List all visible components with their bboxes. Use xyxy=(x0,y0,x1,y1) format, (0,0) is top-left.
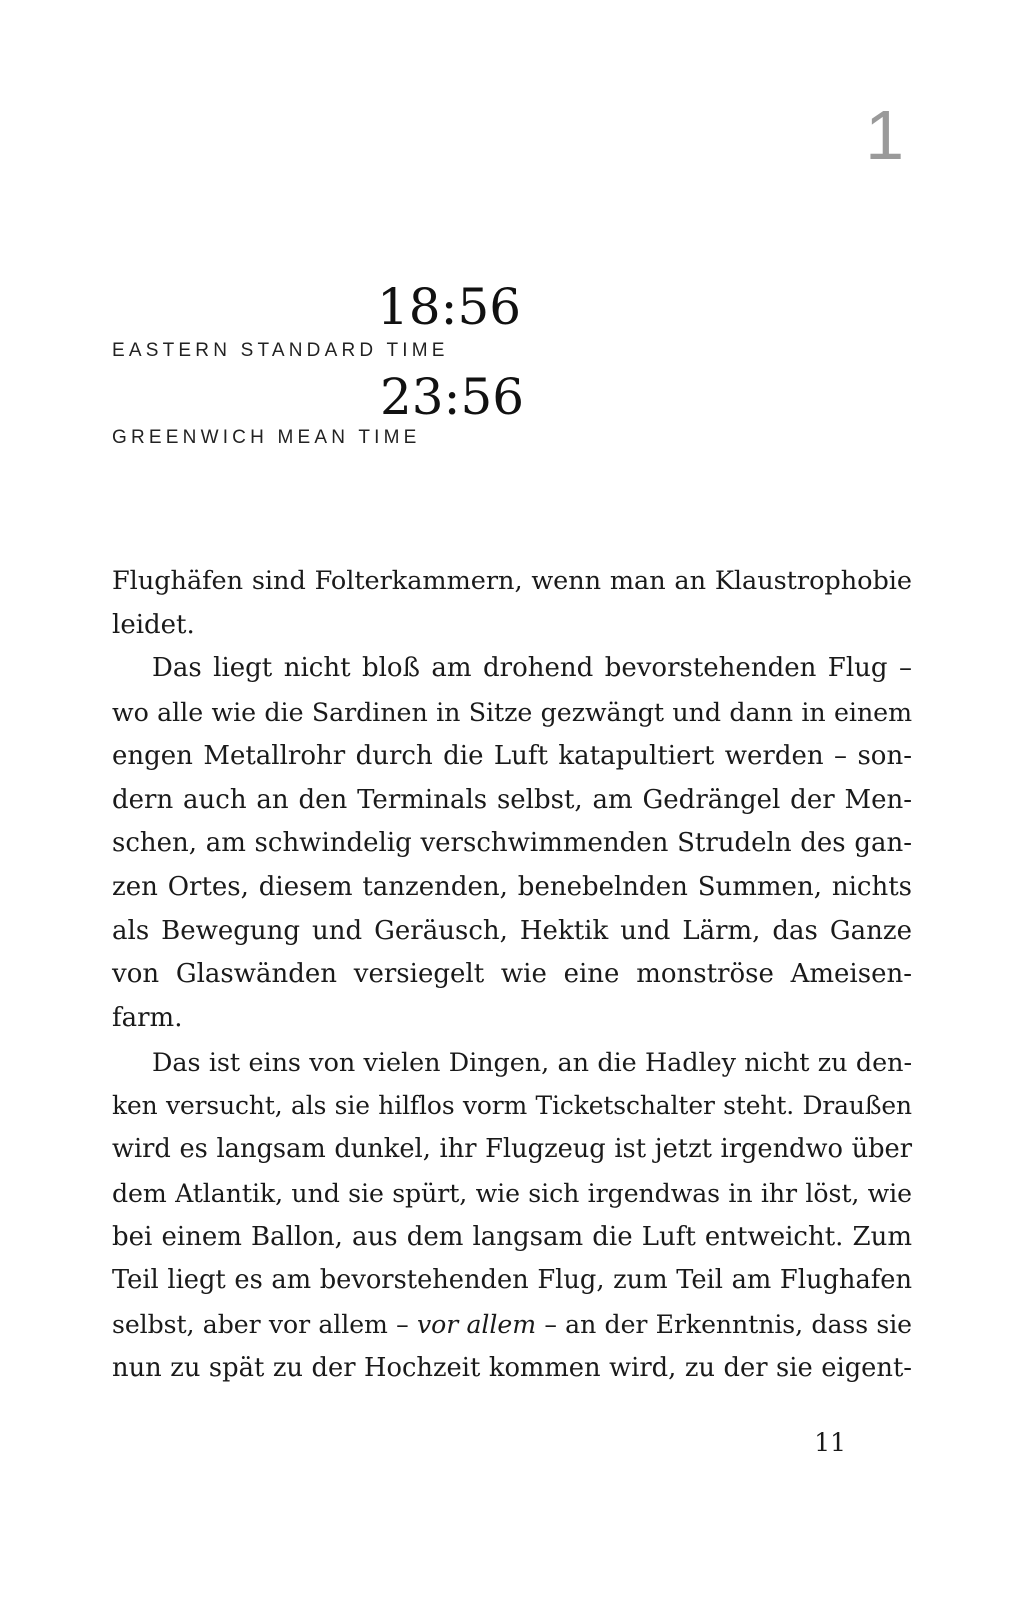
text-line: leidet. xyxy=(112,609,195,640)
text-segment: – an der Erkenntnis, dass sie xyxy=(535,1309,913,1339)
time-value-est: 18:56 xyxy=(377,278,522,336)
text-line: Das liegt nicht bloß am drohend bevorstehenden Flug – xyxy=(152,653,912,684)
text-line: engen Metallrohr durch die Luft katapultiert werden – son- xyxy=(112,740,912,771)
text-line: dern auch an den Terminals selbst, am Gedrängel der Men- xyxy=(112,784,912,815)
text-line: wird es langsam dunkel, ihr Flugzeug ist jetzt irgendwo über xyxy=(112,1134,912,1165)
time-value-gmt: 23:56 xyxy=(380,368,525,426)
text-line: Teil liegt es am bevorstehenden Flug, zum Teil am Flughafen xyxy=(112,1265,912,1296)
text-line: Flughäfen sind Folterkammern, wenn man an Klaustrophobie xyxy=(112,566,912,596)
text-line: von Glaswänden versiegelt wie eine monströse Ameisen- xyxy=(112,959,912,990)
text-line: als Bewegung und Geräusch, Hektik und Lärm, das Ganze xyxy=(112,915,912,946)
zone-label-est: EASTERN STANDARD TIME xyxy=(112,340,449,361)
text-line: schen, am schwindelig verschwimmenden Strudeln des gan- xyxy=(112,828,912,859)
paragraph-2 xyxy=(112,647,912,1040)
chapter-number: 1 xyxy=(865,96,904,174)
text-line: bei einem Ballon, aus dem langsam die Luft entweicht. Zum xyxy=(112,1221,912,1252)
text-line: Das ist eins von vielen Dingen, an die Hadley nicht zu den- xyxy=(152,1046,912,1077)
text-line: farm. xyxy=(112,1003,183,1034)
emphasis-text: vor allem xyxy=(417,1309,536,1339)
text-segment: selbst, aber vor allem – xyxy=(112,1309,417,1339)
zone-label-gmt: GREENWICH MEAN TIME xyxy=(112,427,421,448)
page-number: 11 xyxy=(814,1428,846,1457)
paragraph-3 xyxy=(112,1041,912,1391)
body-text xyxy=(112,560,912,1390)
text-line: wo alle wie die Sardinen in Sitze gezwängt und dann in einem xyxy=(112,698,912,728)
text-line: nun zu spät zu der Hochzeit kommen wird, zu der sie eigent- xyxy=(112,1352,912,1383)
text-line: dem Atlantik, und sie spürt, wie sich irgendwas in ihr löst, wie xyxy=(112,1178,912,1208)
text-line: zen Ortes, diesem tanzenden, benebelnden Summen, nichts xyxy=(112,871,912,902)
paragraph-1 xyxy=(112,560,912,647)
text-line: ken versucht, als sie hilflos vorm Ticketschalter steht. Draußen xyxy=(112,1091,912,1121)
text-line-mixed xyxy=(112,1303,912,1347)
